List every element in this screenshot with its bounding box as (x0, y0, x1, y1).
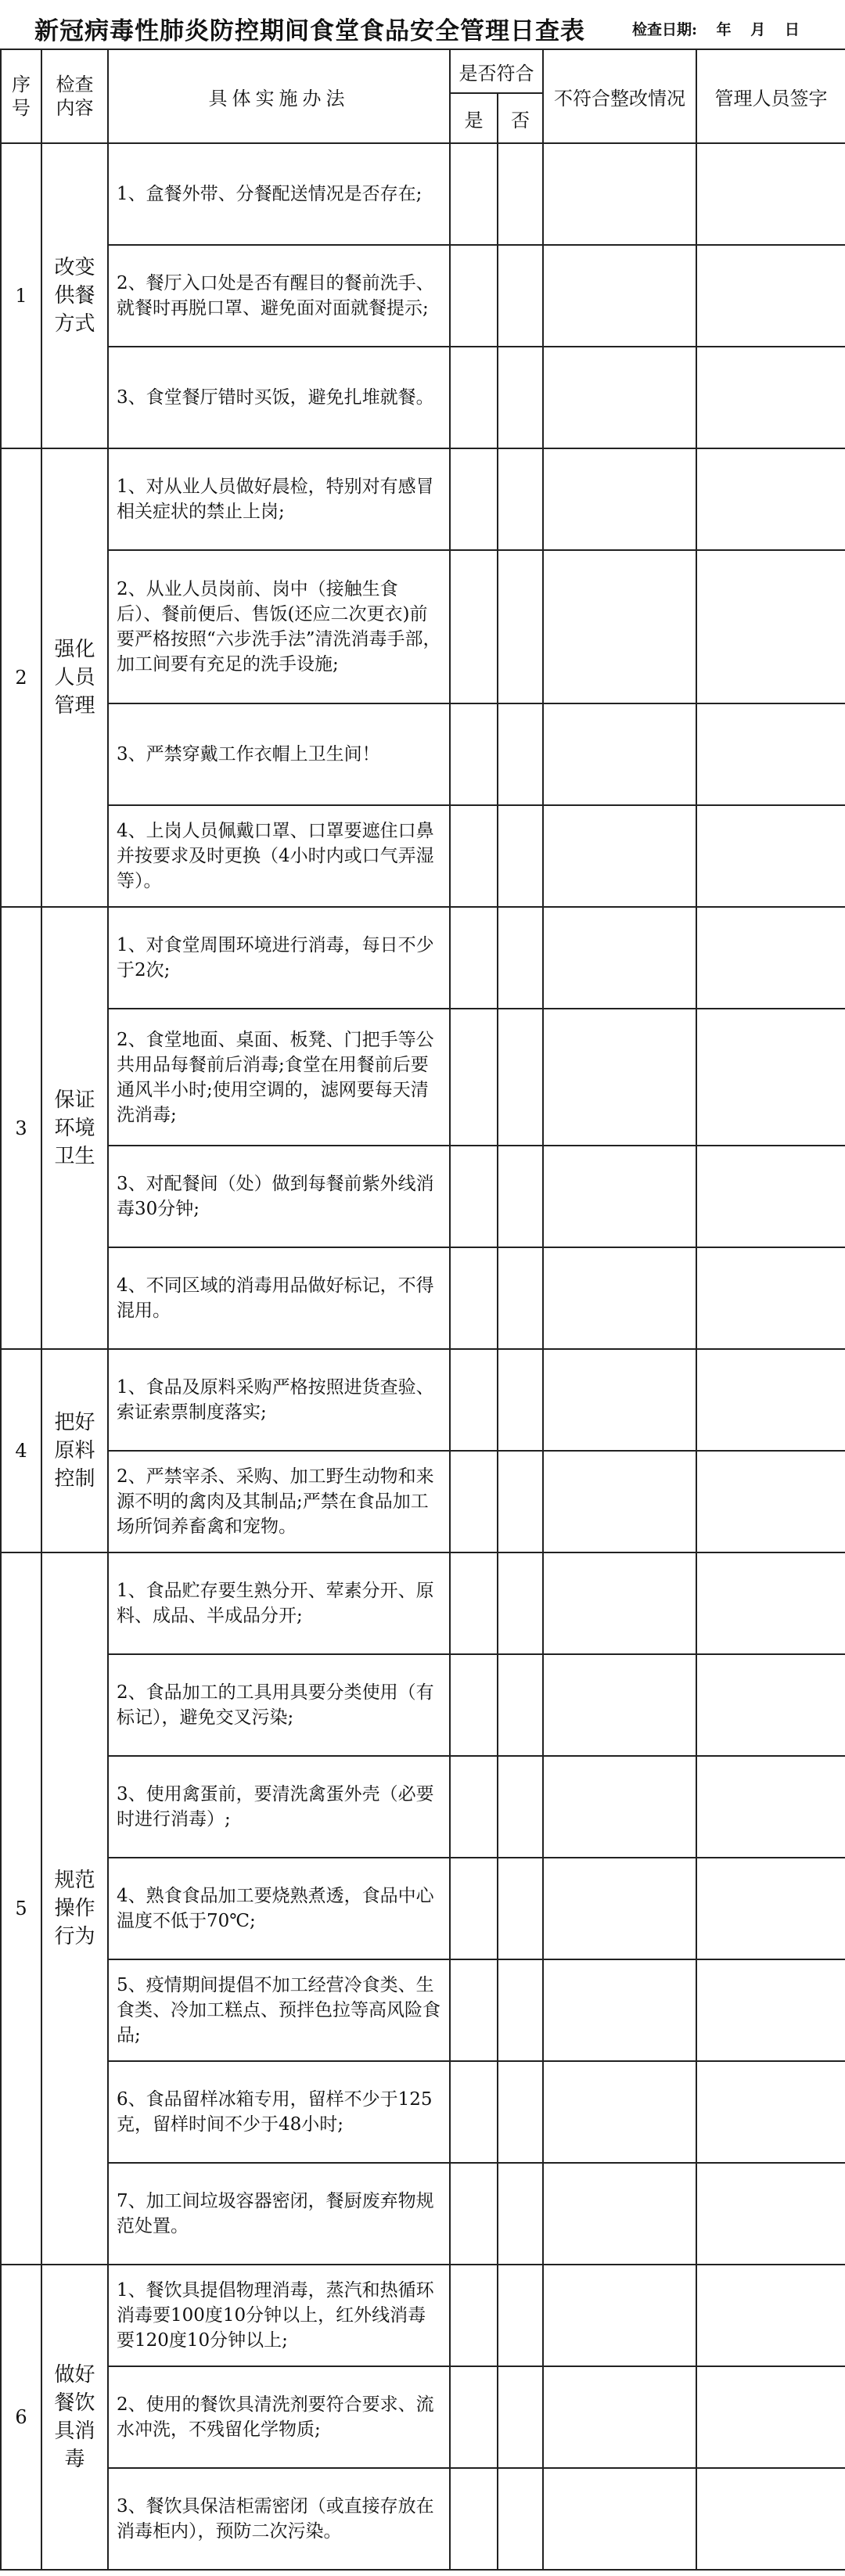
signature-cell[interactable] (696, 1756, 845, 1858)
check-item: 4、上岗人员佩戴口罩、口罩要遮住口鼻并按要求及时更换（4小时内或口气弄湿等）。 (108, 805, 450, 907)
signature-cell[interactable] (696, 2061, 845, 2163)
yes-cell[interactable] (450, 1349, 498, 1451)
rectification-cell[interactable] (543, 1146, 696, 1247)
rectification-cell[interactable] (543, 2468, 696, 2570)
rectification-cell[interactable] (543, 1451, 696, 1552)
no-cell[interactable] (498, 1756, 543, 1858)
check-item: 3、餐饮具保洁柜需密闭（或直接存放在消毒柜内），预防二次污染。 (108, 2468, 450, 2570)
no-cell[interactable] (498, 1009, 543, 1146)
no-cell[interactable] (498, 2163, 543, 2265)
section-category: 改变供餐方式 (41, 143, 108, 448)
check-item: 1、对从业人员做好晨检，特别对有感冒相关症状的禁止上岗; (108, 448, 450, 550)
check-item: 3、对配餐间（处）做到每餐前紫外线消毒30分钟; (108, 1146, 450, 1247)
check-item: 5、疫情期间提倡不加工经营冷食类、生食类、冷加工糕点、预拌色拉等高风险食品; (108, 1959, 450, 2061)
yes-cell[interactable] (450, 2163, 498, 2265)
rectification-cell[interactable] (543, 245, 696, 347)
signature-cell[interactable] (696, 143, 845, 245)
section-seq: 5 (1, 1552, 41, 2265)
check-item: 1、餐饮具提倡物理消毒，蒸汽和热循环消毒要100度10分钟以上，红外线消毒要120度10分钟以上; (108, 2265, 450, 2366)
signature-cell[interactable] (696, 1451, 845, 1552)
title-bar (0, 0, 845, 55)
section-category: 把好原料控制 (41, 1349, 108, 1552)
yes-cell[interactable] (450, 1146, 498, 1247)
yes-cell[interactable] (450, 143, 498, 245)
no-cell[interactable] (498, 1349, 543, 1451)
check-item: 3、严禁穿戴工作衣帽上卫生间！ (108, 703, 450, 805)
rectification-cell[interactable] (543, 1858, 696, 1959)
signature-cell[interactable] (696, 2468, 845, 2570)
no-cell[interactable] (498, 907, 543, 1009)
rectification-cell[interactable] (543, 2265, 696, 2366)
yes-cell[interactable] (450, 2061, 498, 2163)
signature-cell[interactable] (696, 1009, 845, 1146)
signature-cell[interactable] (696, 907, 845, 1009)
no-cell[interactable] (498, 2468, 543, 2570)
yes-cell[interactable] (450, 2366, 498, 2468)
rectification-cell[interactable] (543, 1247, 696, 1349)
yes-cell[interactable] (450, 805, 498, 907)
no-cell[interactable] (498, 2366, 543, 2468)
rectification-cell[interactable] (543, 703, 696, 805)
check-item: 1、食品贮存要生熟分开、荤素分开、原料、成品、半成品分开; (108, 1552, 450, 1654)
col-no: 否 (498, 93, 543, 143)
no-cell[interactable] (498, 2265, 543, 2366)
section-category: 强化人员管理 (41, 448, 108, 907)
signature-cell[interactable] (696, 1247, 845, 1349)
check-item: 3、食堂餐厅错时买饭，避免扎堆就餐。 (108, 347, 450, 448)
check-item: 1、盒餐外带、分餐配送情况是否存在; (108, 143, 450, 245)
date-month: 月 (750, 21, 766, 38)
yes-cell[interactable] (450, 245, 498, 347)
check-item: 4、不同区域的消毒用品做好标记，不得混用。 (108, 1247, 450, 1349)
signature-cell[interactable] (696, 1146, 845, 1247)
rectification-cell[interactable] (543, 347, 696, 448)
yes-cell[interactable] (450, 1247, 498, 1349)
check-item: 6、食品留样冰箱专用，留样不少于125克，留样时间不少于48小时; (108, 2061, 450, 2163)
col-measures: 具体实施办法 (108, 49, 450, 143)
rectification-cell[interactable] (543, 2163, 696, 2265)
col-nonconform: 不符合整改情况 (543, 49, 696, 143)
section-category: 规范操作行为 (41, 1552, 108, 2265)
rectification-cell[interactable] (543, 1654, 696, 1756)
signature-cell[interactable] (696, 1552, 845, 1654)
no-cell[interactable] (498, 805, 543, 907)
section-seq: 2 (1, 448, 41, 907)
check-item: 2、食堂地面、桌面、板凳、门把手等公共用品每餐前后消毒;食堂在用餐前后要通风半小时;使用空调的，滤网要每天清洗消毒; (108, 1009, 450, 1146)
check-item: 1、对食堂周围环境进行消毒，每日不少于2次; (108, 907, 450, 1009)
no-cell[interactable] (498, 1552, 543, 1654)
signature-cell[interactable] (696, 2265, 845, 2366)
no-cell[interactable] (498, 143, 543, 245)
date-day: 日 (784, 21, 800, 38)
section-seq: 4 (1, 1349, 41, 1552)
yes-cell[interactable] (450, 347, 498, 448)
no-cell[interactable] (498, 1654, 543, 1756)
check-item: 2、严禁宰杀、采购、加工野生动物和来源不明的禽肉及其制品;严禁在食品加工场所饲养畜禽和宠物。 (108, 1451, 450, 1552)
check-item: 2、从业人员岗前、岗中（接触生食后）、餐前便后、售饭(还应二次更衣)前要严格按照“六步洗手法”清洗消毒手部，加工间要有充足的洗手设施; (108, 550, 450, 703)
signature-cell[interactable] (696, 1654, 845, 1756)
signature-cell[interactable] (696, 703, 845, 805)
yes-cell[interactable] (450, 2468, 498, 2570)
check-item: 2、餐厅入口处是否有醒目的餐前洗手、就餐时再脱口罩、避免面对面就餐提示; (108, 245, 450, 347)
no-cell[interactable] (498, 347, 543, 448)
signature-cell[interactable] (696, 245, 845, 347)
inspection-table (0, 49, 845, 2571)
signature-cell[interactable] (696, 448, 845, 550)
rectification-cell[interactable] (543, 1756, 696, 1858)
no-cell[interactable] (498, 2061, 543, 2163)
col-conform: 是否符合 (450, 49, 543, 93)
rectification-cell[interactable] (543, 805, 696, 907)
no-cell[interactable] (498, 245, 543, 347)
yes-cell[interactable] (450, 1451, 498, 1552)
rectification-cell[interactable] (543, 1959, 696, 2061)
section-category: 保证环境卫生 (41, 907, 108, 1349)
rectification-cell[interactable] (543, 2366, 696, 2468)
section-seq: 1 (1, 143, 41, 448)
date-year: 年 (716, 21, 732, 38)
check-item: 7、加工间垃圾容器密闭，餐厨废弃物规范处置。 (108, 2163, 450, 2265)
signature-cell[interactable] (696, 2163, 845, 2265)
check-item: 3、使用禽蛋前，要清洗禽蛋外壳（必要时进行消毒）; (108, 1756, 450, 1858)
check-item: 2、使用的餐饮具清洗剂要符合要求、流水冲洗，不残留化学物质; (108, 2366, 450, 2468)
check-item: 1、食品及原料采购严格按照进货查验、索证索票制度落实; (108, 1349, 450, 1451)
rectification-cell[interactable] (543, 1552, 696, 1654)
page-title: 新冠病毒性肺炎防控期间食堂食品安全管理日查表 (34, 17, 585, 45)
yes-cell[interactable] (450, 2265, 498, 2366)
col-check-content: 检查内容 (41, 49, 108, 143)
yes-cell[interactable] (450, 1009, 498, 1146)
date-label: 检查日期: (632, 21, 698, 38)
yes-cell[interactable] (450, 1858, 498, 1959)
yes-cell[interactable] (450, 1552, 498, 1654)
section-category: 做好餐饮具消毒 (41, 2265, 108, 2570)
check-item: 2、食品加工的工具用具要分类使用（有标记），避免交叉污染; (108, 1654, 450, 1756)
col-yes: 是 (450, 93, 498, 143)
rectification-cell[interactable] (543, 2061, 696, 2163)
yes-cell[interactable] (450, 703, 498, 805)
signature-cell[interactable] (696, 805, 845, 907)
no-cell[interactable] (498, 703, 543, 805)
rectification-cell[interactable] (543, 1009, 696, 1146)
yes-cell[interactable] (450, 1959, 498, 2061)
signature-cell[interactable] (696, 347, 845, 448)
signature-cell[interactable] (696, 550, 845, 703)
yes-cell[interactable] (450, 1756, 498, 1858)
signature-cell[interactable] (696, 2366, 845, 2468)
section-seq: 3 (1, 907, 41, 1349)
col-seq: 序号 (1, 49, 41, 143)
no-cell[interactable] (498, 1146, 543, 1247)
no-cell[interactable] (498, 448, 543, 550)
no-cell[interactable] (498, 1247, 543, 1349)
check-item: 4、熟食食品加工要烧熟煮透，食品中心温度不低于70℃; (108, 1858, 450, 1959)
signature-cell[interactable] (696, 1349, 845, 1451)
signature-cell[interactable] (696, 1959, 845, 2061)
yes-cell[interactable] (450, 1654, 498, 1756)
rectification-cell[interactable] (543, 550, 696, 703)
rectification-cell[interactable] (543, 143, 696, 245)
check-date (632, 18, 814, 39)
yes-cell[interactable] (450, 550, 498, 703)
col-signature: 管理人员签字 (696, 49, 845, 143)
rectification-cell[interactable] (543, 907, 696, 1009)
rectification-cell[interactable] (543, 1349, 696, 1451)
no-cell[interactable] (498, 1959, 543, 2061)
no-cell[interactable] (498, 1858, 543, 1959)
no-cell[interactable] (498, 1451, 543, 1552)
yes-cell[interactable] (450, 448, 498, 550)
section-seq: 6 (1, 2265, 41, 2570)
no-cell[interactable] (498, 550, 543, 703)
rectification-cell[interactable] (543, 448, 696, 550)
signature-cell[interactable] (696, 1858, 845, 1959)
yes-cell[interactable] (450, 907, 498, 1009)
